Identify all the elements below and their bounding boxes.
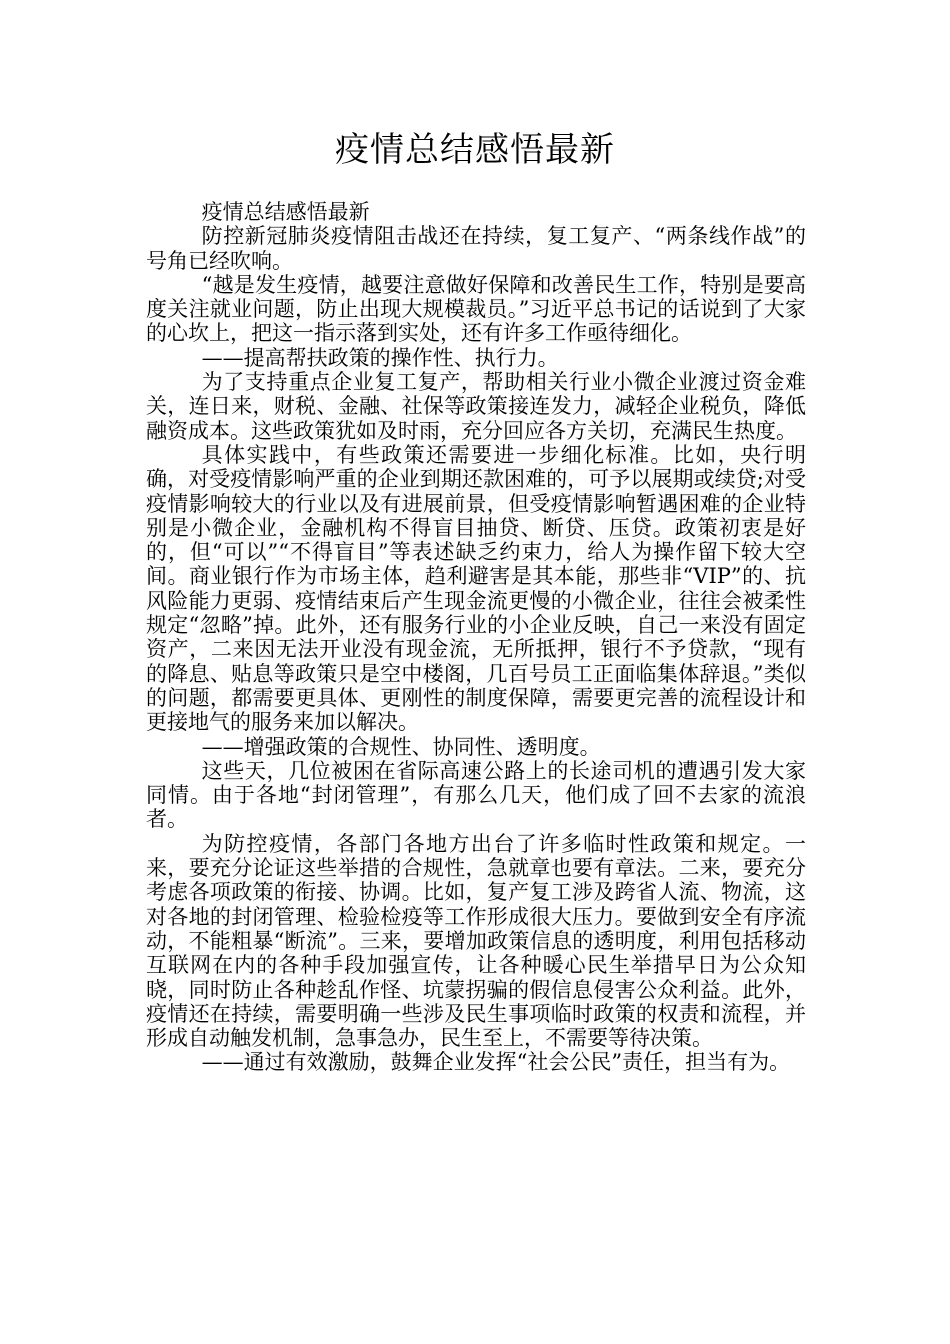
section-heading: ——增强政策的合规性、协同性、透明度。 (201, 734, 601, 759)
section-heading: ——通过有效激励，鼓舞企业发挥“社会公民”责任，担当有为。 (201, 1050, 791, 1075)
paragraph: 为防控疫情，各部门各地方出台了许多临时性政策和规定。一来，要充分论证这些举措的合规性，急就章也要有章法。二来，要充分考虑各项政策的衔接、协调。比如，复产复工涉及跨省人流、物流，这对各地的封闭管理、检验检疫等工作形成很大压力。要做到安全有序流动，不能粗暴“断流”。三来，要增加政策信息的透明度，利用包括移动互联网在内的各种手段加强宣传，让各种暖心民生举措早日为公众知晓，同时防止各种趁乱作怪、坑蒙拐骗的假信息侵害公众利益。此外，疫情还在持续，需要明确一些涉及民生事项临时政策的权责和流程，并形成自动触发机制，急事急办，民生至上，不需要等待决策。 (146, 831, 806, 1051)
document-body (146, 200, 806, 1075)
paragraph: 为了支持重点企业复工复产，帮助相关行业小微企业渡过资金难关，连日来，财税、金融、社保等政策接连发力，减轻企业税负，降低融资成本。这些政策犹如及时雨，充分回应各方关切，充满民生热度。 (146, 370, 806, 443)
paragraph-subtitle: 疫情总结感悟最新 (201, 200, 370, 224)
paragraph: “越是发生疫情，越要注意做好保障和改善民生工作，特别是要高度关注就业问题，防止出现大规模裁员。”习近平总书记的话说到了大家的心坎上，把这一指示落到实处，还有许多工作亟待细化。 (146, 272, 806, 346)
paragraph: 具体实践中，有些政策还需要进一步细化标准。比如，央行明确，对受疫情影响严重的企业到期还款困难的，可予以展期或续贷;对受疫情影响较大的行业以及有进展前景，但受疫情影响暂遇困难的企业特别是小微企业，金融机构不得盲目抽贷、断贷、压贷。政策初衷是好的，但“可以”“不得盲目”等表述缺乏约束力，给人为操作留下较大空间。商业银行作为市场主体，趋利避害是其本能，那些非“VIP”的、抗风险能力更弱、疫情结束后产生现金流更慢的小微企业，往往会被柔性规定“忽略”掉。此外，还有服务行业的小企业反映，自己一来没有固定资产，二来因无法开业没有现金流，无所抵押，银行不予贷款，“现有的降息、贴息等政策只是空中楼阁，几百号员工正面临集体辞退。”类似的问题，都需要更具体、更刚性的制度保障，需要更完善的流程设计和更接地气的服务来加以解决。 (146, 442, 806, 735)
paragraph: 防控新冠肺炎疫情阻击战还在持续，复工复产、“两条线作战”的号角已经吹响。 (146, 224, 806, 273)
paragraph: 这些天，几位被困在省际高速公路上的长途司机的遭遇引发大家同情。由于各地“封闭管理”，有那么几天，他们成了回不去家的流浪者。 (146, 758, 806, 832)
section-heading: ——提高帮扶政策的操作性、执行力。 (201, 345, 559, 370)
document-title: 疫情总结感悟最新 (335, 130, 615, 170)
